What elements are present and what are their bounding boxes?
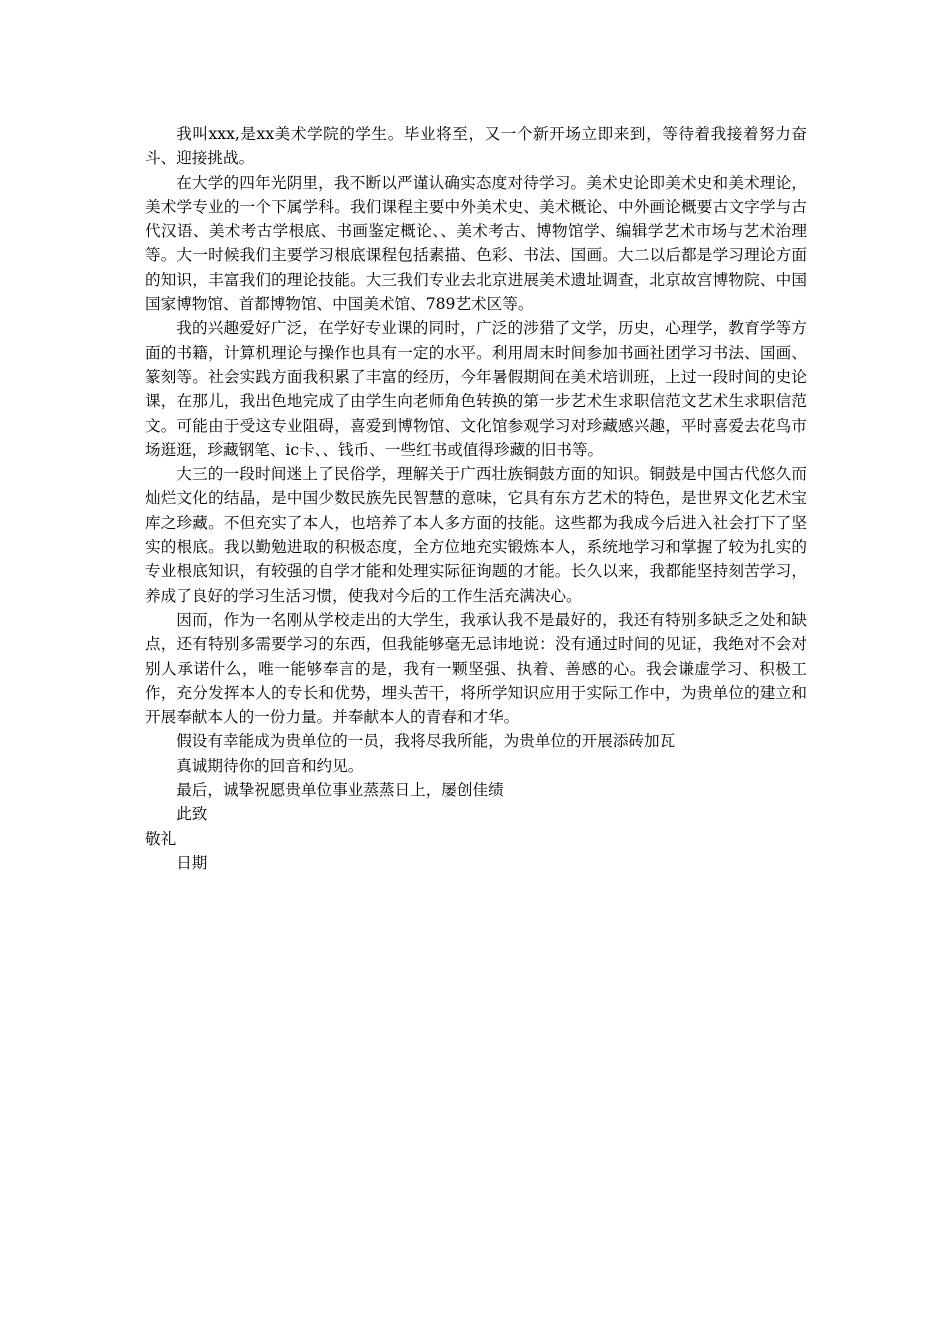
paragraph-interests: 我的兴趣爱好广泛，在学好专业课的同时，广泛的涉猎了文学，历史，心理学，教育学等方面的书籍，计算机理论与操作也具有一定的水平。利用周末时间参加书画社团学习书法、国画、篆刻等。社会实践方面我积累了丰富的经历，今年暑假期间在美术培训班，上过一段时间的史论课，在那儿，我出色地完成了由学生向老师角色转换的第一步艺术生求职信范文艺术生求职信范文。可能由于受这专业阻碍，喜爱到博物馆、文化馆参观学习对珍藏感兴趣，平时喜爱去花鸟市场逛逛，珍藏钢笔、ic卡、、钱币、一些红书或值得珍藏的旧书等。 [145,319,807,459]
closing-salutation: 此致 [176,805,208,824]
date-line: 日期 [176,853,208,872]
paragraph-wishes: 最后，诚挚祝愿贵单位事业蒸蒸日上，屡创佳绩 [176,781,504,800]
paragraph-hope: 假设有幸能成为贵单位的一员，我将尽我所能，为贵单位的开展添砖加瓦 [176,732,676,751]
letter-body [145,122,807,875]
paragraph-commitment: 因而，作为一名刚从学校走出的大学生，我承认我不是最好的，我还有特别多缺乏之处和缺点，还有特别多需要学习的东西，但我能够毫无忌讳地说：没有通过时间的见证，我绝对不会对别人承诺什么，唯一能够奉言的是，我有一颗坚强、执着、善感的心。我会谦虚学习、积极工作，充分发挥本人的专长和优势，埋头苦干，将所学知识应用于实际工作中，为贵单位的建立和开展奉献本人的一份力量。并奉献本人的青春和才华。 [145,610,807,727]
paragraph-await-reply: 真诚期待你的回音和约见。 [176,756,364,775]
paragraph-folklore: 大三的一段时间迷上了民俗学，理解关于广西壮族铜鼓方面的知识。铜鼓是中国古代悠久而灿烂文化的结晶，是中国少数民族先民智慧的意味，它具有东方艺术的特色，是世界文化艺术宝库之珍藏。不但充实了本人，也培养了本人多方面的技能。这些都为我成今后进入社会打下了坚实的根底。我以勤勉进取的积极态度，全方位地充实锻炼本人，系统地学习和掌握了较为扎实的专业根底知识，有较强的自学才能和处理实际征询题的才能。长久以来，我都能坚持刻苦学习，养成了良好的学习生活习惯，使我对今后的工作生活充满决心。 [145,465,807,605]
paragraph-intro: 我叫xxx,是xx美术学院的学生。毕业将至，又一个新开场立即来到，等待着我接着努力奋斗、迎接挑战。 [145,125,807,168]
paragraph-study: 在大学的四年光阴里，我不断以严谨认确实态度对待学习。美术史论即美术史和美术理论，美术学专业的一个下属学科。我们课程主要中外美术史、美术概论、中外画论概要古文字学与古代汉语、美术考古学根底、书画鉴定概论、、美术考古、博物馆学、编辑学艺术市场与艺术治理等。大一时候我们主要学习根底课程包括素描、色彩、书法、国画。大二以后都是学习理论方面的知识，丰富我们的理论技能。大三我们专业去北京进展美术遗址调查，北京故宫博物院、中国国家博物馆、首都博物馆、中国美术馆、789艺术区等。 [145,173,807,314]
closing-regards: 敬礼 [145,829,177,848]
